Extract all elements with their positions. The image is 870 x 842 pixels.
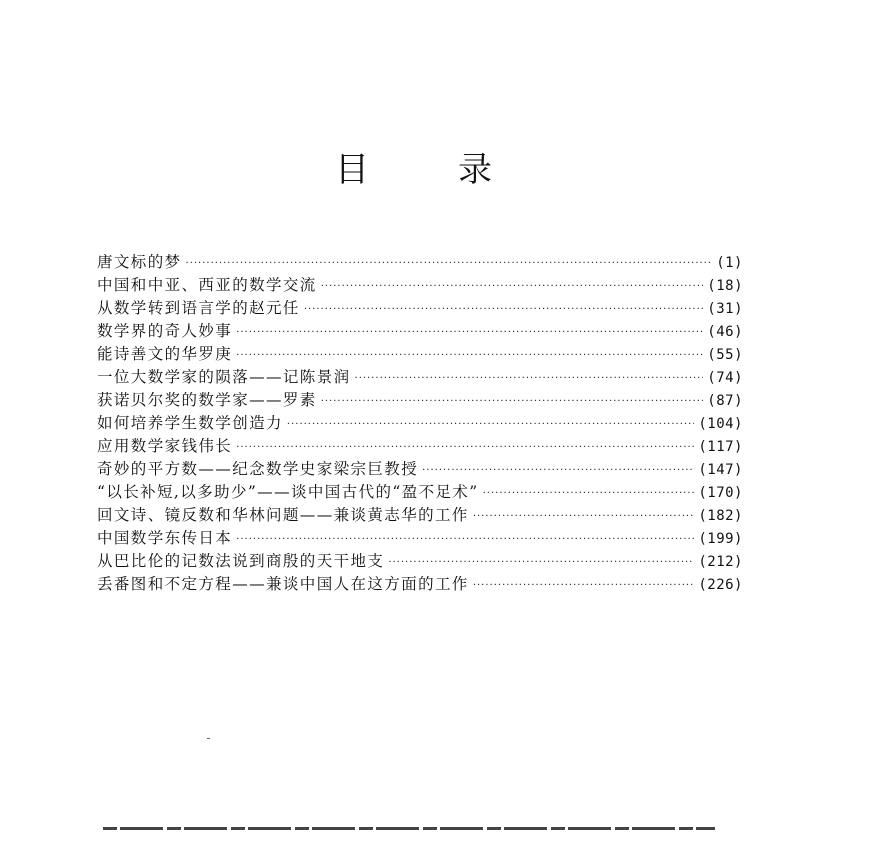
toc-entry-page: (117) bbox=[698, 439, 743, 455]
toc-entry-title: 中国数学东传日本 bbox=[97, 529, 233, 547]
toc-entry-page: (31) bbox=[707, 301, 743, 317]
toc-entry[interactable] bbox=[97, 458, 743, 481]
title-char-1: 目 bbox=[335, 150, 369, 190]
toc-entry-page: (226) bbox=[698, 577, 743, 593]
dot-leader bbox=[236, 436, 694, 459]
toc-entry-title: 获诺贝尔奖的数学家——罗素 bbox=[97, 391, 317, 409]
toc-entry[interactable] bbox=[97, 481, 743, 504]
toc-entry-title: 能诗善文的华罗庚 bbox=[97, 345, 233, 363]
page-title bbox=[0, 148, 870, 198]
toc-entry[interactable] bbox=[97, 527, 743, 550]
toc-entry[interactable] bbox=[97, 274, 743, 297]
scan-speck bbox=[207, 738, 210, 739]
dot-leader bbox=[236, 344, 703, 367]
dot-leader bbox=[321, 275, 704, 298]
toc-entry-title: 唐文标的梦 bbox=[97, 253, 182, 271]
toc-entry-page: (212) bbox=[698, 554, 743, 570]
toc-entry-page: (46) bbox=[707, 324, 743, 340]
toc-entry-title: 一位大数学家的陨落——记陈景润 bbox=[97, 368, 351, 386]
toc-entry[interactable] bbox=[97, 366, 743, 389]
scan-edge-line bbox=[103, 827, 715, 830]
toc-entry-page: (74) bbox=[707, 370, 743, 386]
toc-entry-page: (55) bbox=[707, 347, 743, 363]
dot-leader bbox=[473, 574, 695, 597]
dot-leader bbox=[483, 482, 695, 505]
dot-leader bbox=[473, 505, 695, 528]
dot-leader bbox=[388, 551, 694, 574]
dot-leader bbox=[355, 367, 704, 390]
toc-entry-title: 从巴比伦的记数法说到商殷的天干地支 bbox=[97, 552, 385, 570]
toc-entry[interactable] bbox=[97, 251, 743, 274]
toc-entry[interactable] bbox=[97, 343, 743, 366]
toc-entry-page: (87) bbox=[707, 393, 743, 409]
toc-entry-page: (18) bbox=[707, 278, 743, 294]
table-of-contents bbox=[97, 251, 743, 596]
toc-entry-title: 数学界的奇人妙事 bbox=[97, 322, 233, 340]
toc-entry-title: “以长补短,以多助少”——谈中国古代的“盈不足术” bbox=[97, 483, 479, 501]
toc-entry[interactable] bbox=[97, 297, 743, 320]
toc-entry-title: 如何培养学生数学创造力 bbox=[97, 414, 283, 432]
toc-entry-title: 应用数学家钱伟长 bbox=[97, 437, 233, 455]
toc-entry-page: (1) bbox=[716, 255, 743, 271]
toc-entry-title: 奇妙的平方数——纪念数学史家梁宗巨教授 bbox=[97, 460, 419, 478]
toc-entry[interactable] bbox=[97, 389, 743, 412]
dot-leader bbox=[236, 528, 694, 551]
toc-entry[interactable] bbox=[97, 435, 743, 458]
toc-entry-title: 回文诗、镜反数和华林问题——兼谈黄志华的工作 bbox=[97, 506, 469, 524]
dot-leader bbox=[236, 321, 703, 344]
dot-leader bbox=[321, 390, 704, 413]
toc-entry-page: (199) bbox=[698, 531, 743, 547]
dot-leader bbox=[186, 252, 713, 275]
toc-entry-page: (147) bbox=[698, 462, 743, 478]
toc-entry[interactable] bbox=[97, 412, 743, 435]
toc-entry[interactable] bbox=[97, 550, 743, 573]
toc-entry-page: (170) bbox=[698, 485, 743, 501]
toc-entry-page: (104) bbox=[698, 416, 743, 432]
toc-entry[interactable] bbox=[97, 573, 743, 596]
title-char-2: 录 bbox=[458, 150, 492, 190]
dot-leader bbox=[422, 459, 694, 482]
toc-entry-page: (182) bbox=[698, 508, 743, 524]
toc-entry[interactable] bbox=[97, 504, 743, 527]
toc-entry[interactable] bbox=[97, 320, 743, 343]
toc-entry-title: 从数学转到语言学的赵元任 bbox=[97, 299, 300, 317]
dot-leader bbox=[304, 298, 703, 321]
dot-leader bbox=[287, 413, 694, 436]
toc-entry-title: 丢番图和不定方程——兼谈中国人在这方面的工作 bbox=[97, 575, 469, 593]
toc-entry-title: 中国和中亚、西亚的数学交流 bbox=[97, 276, 317, 294]
